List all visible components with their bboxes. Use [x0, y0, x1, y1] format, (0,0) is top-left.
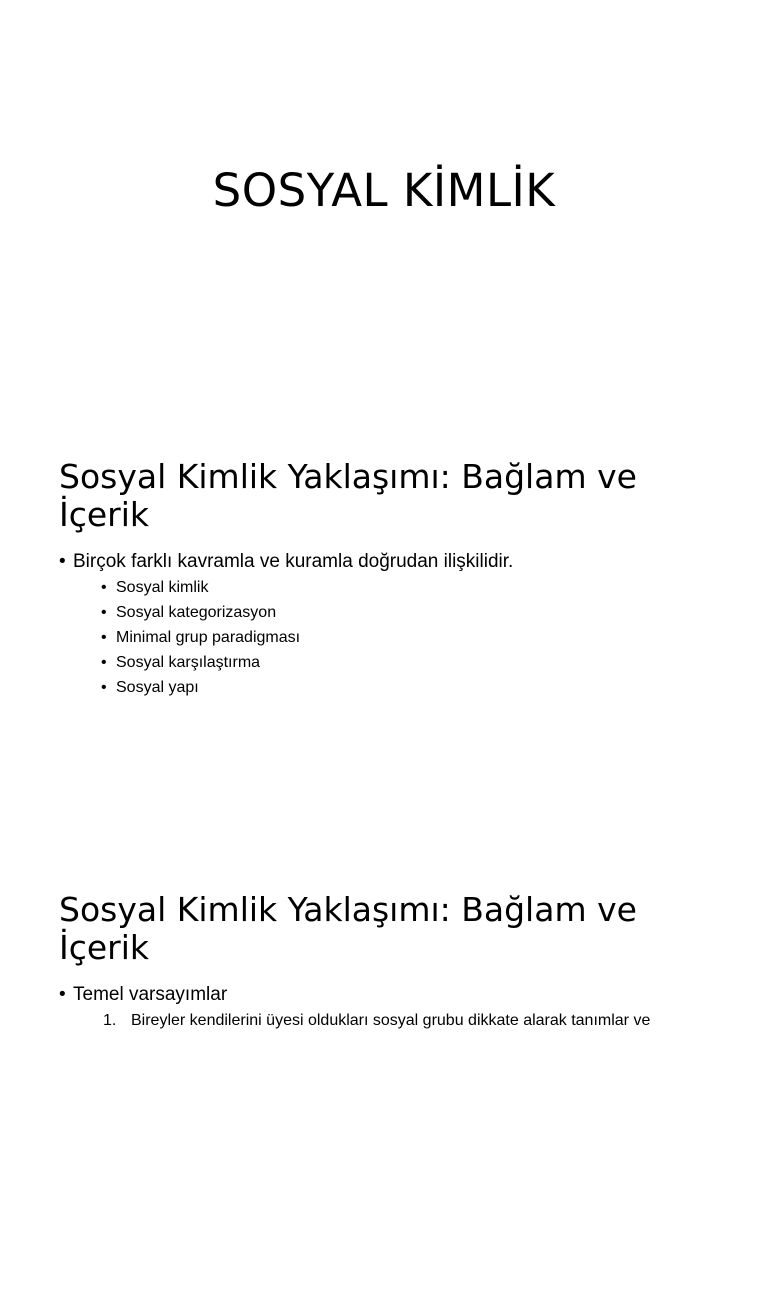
heading-line-2: İçerik [59, 495, 150, 534]
sub-bullet-item [73, 650, 749, 675]
slide-basic-assumptions [0, 864, 768, 1296]
bullet-list [59, 982, 749, 1033]
slide-context-content [0, 432, 768, 864]
sub-bullet-item [73, 600, 749, 625]
slide-title [0, 0, 768, 432]
sub-bullet-text: Sosyal kimlik [116, 579, 209, 596]
bullet-icon: • [101, 629, 107, 646]
heading-line-1: Sosyal Kimlik Yaklaşımı: Bağlam ve [59, 457, 637, 496]
bullet-icon: • [101, 579, 107, 596]
bullet-text: Temel varsayımlar [73, 984, 228, 1005]
sub-bullet-item [73, 575, 749, 600]
bullet-item [59, 982, 749, 1033]
numbered-item-text: Bireyler kendilerini üyesi oldukları sosyal grubu dikkate alarak tanımlar ve [131, 1012, 651, 1029]
heading-line-1: Sosyal Kimlik Yaklaşımı: Bağlam ve [59, 890, 637, 929]
bullet-icon: • [59, 551, 66, 572]
sub-bullet-text: Sosyal yapı [116, 679, 199, 696]
sub-bullet-text: Sosyal kategorizasyon [116, 604, 277, 621]
slide-heading [59, 891, 739, 967]
slide-heading [59, 458, 739, 534]
presentation-title: SOSYAL KİMLİK [212, 164, 556, 217]
bullet-icon: • [101, 604, 107, 621]
bullet-icon: • [101, 654, 107, 671]
bullet-item [59, 549, 749, 700]
numbered-list [73, 1008, 749, 1033]
numbered-item [73, 1008, 749, 1033]
heading-line-2: İçerik [59, 928, 150, 967]
sub-bullet-text: Minimal grup paradigması [116, 629, 301, 646]
sub-bullet-list [73, 575, 749, 700]
item-number: 1. [103, 1012, 117, 1029]
bullet-list [59, 549, 749, 700]
sub-bullet-text: Sosyal karşılaştırma [116, 654, 261, 671]
bullet-icon: • [59, 984, 66, 1005]
sub-bullet-item [73, 625, 749, 650]
sub-bullet-item [73, 675, 749, 700]
bullet-text: Birçok farklı kavramla ve kuramla doğrudan ilişkilidir. [73, 551, 514, 572]
bullet-icon: • [101, 679, 107, 696]
